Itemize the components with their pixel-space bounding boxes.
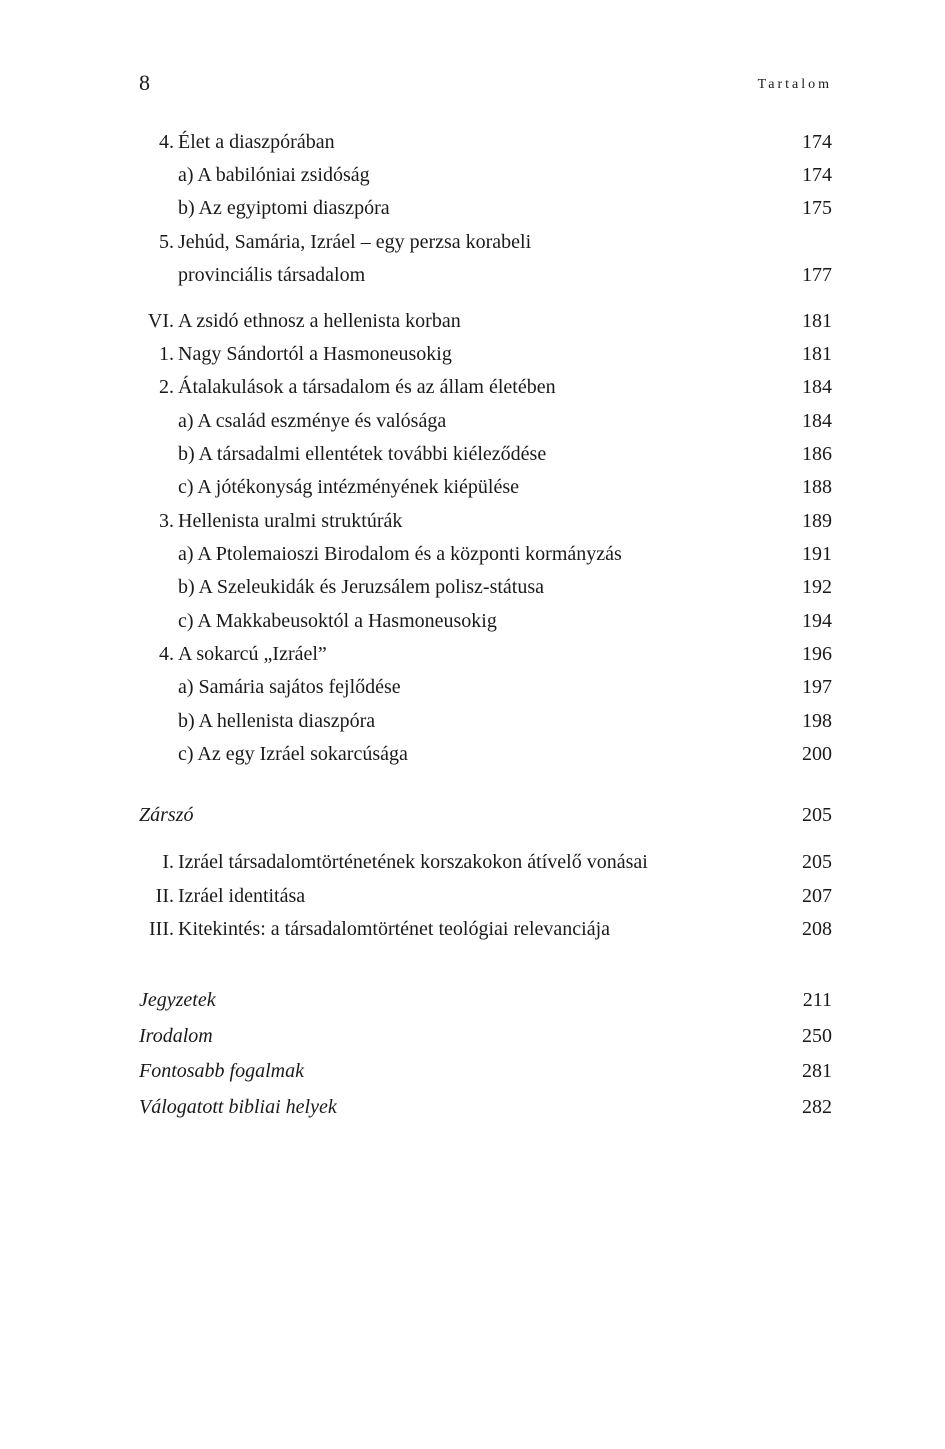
toc-entry-page: 211: [802, 989, 832, 1011]
toc-entry-number: I.: [162, 851, 174, 873]
toc-entry: [0, 1092, 945, 1122]
toc-entry-number: 2.: [159, 376, 174, 398]
toc-entry-label: c) A Makkabeusoktól a Hasmoneusokig: [178, 610, 497, 632]
toc-entry: [0, 406, 945, 436]
toc-entry-label: Nagy Sándortól a Hasmoneusokig: [178, 343, 452, 365]
toc-entry-page: 198: [802, 710, 832, 732]
toc-entry-label: provinciális társadalom: [178, 264, 366, 286]
toc-entry-label: A sokarcú „Izráel”: [178, 643, 327, 665]
toc-entry: [0, 439, 945, 469]
toc-entry: [0, 372, 945, 402]
toc-entry-page: 205: [802, 851, 832, 873]
toc-entry-page: 174: [802, 164, 832, 186]
toc-entry-label: Kitekintés: a társadalomtörténet teológiai relevanciája: [178, 918, 611, 940]
toc-entry: [0, 506, 945, 536]
running-title: Tartalom: [757, 77, 832, 92]
toc-entry-label: Fontosabb fogalmak: [139, 1060, 304, 1082]
toc-entry-number: 4.: [159, 131, 174, 153]
toc-entry-page: 175: [802, 197, 832, 219]
toc-entry: [0, 160, 945, 190]
toc-entry: [0, 539, 945, 569]
toc-entry-page: 184: [802, 410, 832, 432]
toc-entry: [0, 639, 945, 669]
toc-entry-number: VI.: [147, 310, 174, 332]
toc-entry-number: 4.: [159, 643, 174, 665]
toc-entry-label: a) Samária sajátos fejlődése: [178, 676, 401, 698]
toc-entry-label: Izráel identitása: [178, 885, 306, 907]
toc-entry: [0, 847, 945, 877]
toc-entry-label: b) Az egyiptomi diaszpóra: [178, 197, 390, 219]
toc-entry: [0, 306, 945, 336]
toc-entry: [0, 193, 945, 223]
toc-entry: [0, 260, 945, 290]
toc-entry-page: 181: [802, 343, 832, 365]
toc-entry-number: 1.: [159, 343, 174, 365]
toc-entry-label: b) A hellenista diaszpóra: [178, 710, 376, 732]
toc-entry: [0, 572, 945, 602]
toc-entry-page: 186: [802, 443, 832, 465]
toc-entry-label: b) A Szeleukidák és Jeruzsálem polisz-státusa: [178, 576, 545, 598]
toc-entry-page: 250: [802, 1025, 832, 1047]
page-number: 8: [139, 70, 150, 95]
toc-entry-label: Jehúd, Samária, Izráel – egy perzsa korabeli: [178, 231, 532, 253]
toc-entry: [0, 800, 945, 830]
toc-entry-page: 181: [802, 310, 832, 332]
toc-entry-page: 208: [802, 918, 832, 940]
toc-entry-page: 191: [802, 543, 832, 565]
toc-entry-label: Hellenista uralmi struktúrák: [178, 510, 403, 532]
toc-entry-page: 184: [802, 376, 832, 398]
toc-entry-label: Zárszó: [139, 804, 194, 826]
toc-entry: [0, 739, 945, 769]
toc-entry-page: 177: [802, 264, 832, 286]
toc-entry: [0, 1021, 945, 1051]
toc-entry: [0, 227, 945, 257]
toc-entry: [0, 985, 945, 1015]
toc-entry-page: 174: [802, 131, 832, 153]
toc-entry-page: 196: [802, 643, 832, 665]
toc-entry-page: 205: [802, 804, 832, 826]
toc-entry-label: a) A Ptolemaioszi Birodalom és a központi kormányzás: [178, 543, 622, 565]
toc-entry: [0, 881, 945, 911]
toc-entry: [0, 472, 945, 502]
toc-entry-label: Izráel társadalomtörténetének korszakokon átívelő vonásai: [178, 851, 648, 873]
toc-entry-page: 281: [802, 1060, 832, 1082]
toc-entry-page: 189: [802, 510, 832, 532]
toc-entry: [0, 606, 945, 636]
toc-entry: [0, 914, 945, 944]
toc-entry-page: 207: [802, 885, 832, 907]
toc-entry-label: A zsidó ethnosz a hellenista korban: [178, 310, 461, 332]
toc-entry: [0, 339, 945, 369]
toc-entry-label: c) A jótékonyság intézményének kiépülése: [178, 476, 520, 498]
toc-entry-label: c) Az egy Izráel sokarcúsága: [178, 743, 408, 765]
toc-entry: [0, 706, 945, 736]
toc-entry-label: Átalakulások a társadalom és az állam életében: [178, 376, 556, 398]
toc-entry-number: II.: [155, 885, 174, 907]
toc-entry-label: a) A babilóniai zsidóság: [178, 164, 370, 186]
toc-entry-label: b) A társadalmi ellentétek további kiéleződése: [178, 443, 547, 465]
toc-entry-page: 192: [802, 576, 832, 598]
toc-entry-page: 197: [802, 676, 832, 698]
toc-entry-page: [772, 227, 832, 257]
toc-entry: [0, 672, 945, 702]
toc-entry: [0, 1056, 945, 1086]
toc-entry-label: Jegyzetek: [139, 989, 216, 1011]
toc-entry: [0, 127, 945, 157]
toc-entry-label: Válogatott bibliai helyek: [139, 1096, 337, 1118]
toc-entry-number: III.: [149, 918, 174, 940]
toc-entry-label: Élet a diaszpórában: [178, 131, 335, 153]
toc-entry-page: 282: [802, 1096, 832, 1118]
toc-entry-label: a) A család eszménye és valósága: [178, 410, 447, 432]
toc-entry-number: 3.: [159, 510, 174, 532]
toc-entry-page: 200: [802, 743, 832, 765]
toc-entry-page: 188: [802, 476, 832, 498]
toc-entry-page: 194: [802, 610, 832, 632]
toc-entry-number: 5.: [159, 231, 174, 253]
toc-entry-label: Irodalom: [139, 1025, 213, 1047]
